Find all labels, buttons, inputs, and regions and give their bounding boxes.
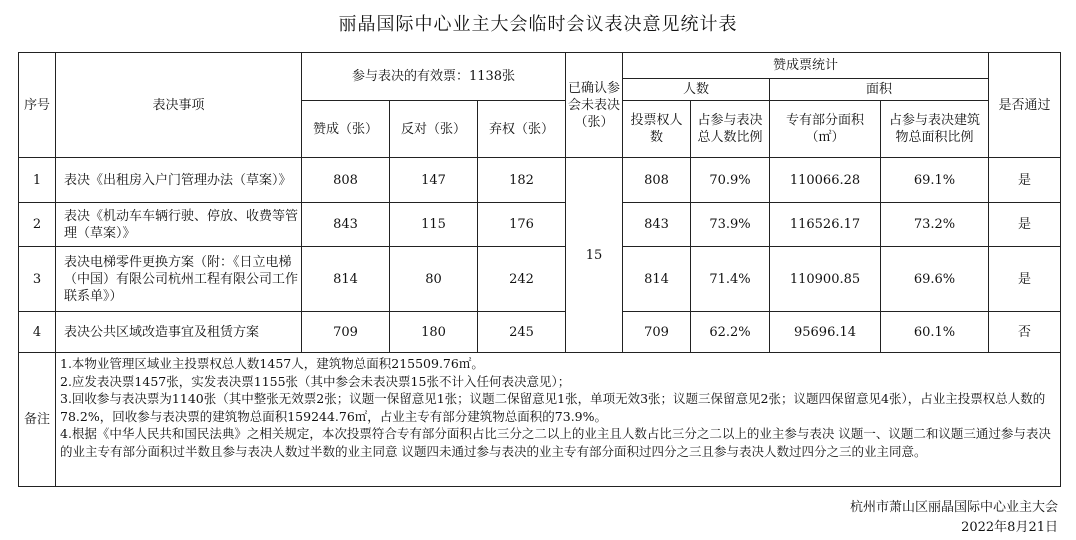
row-seq: 3 xyxy=(19,247,56,312)
row-area-ratio: 69.6% xyxy=(881,247,989,312)
header-person-ratio: 占参与表决总人数比例 xyxy=(691,101,770,158)
header-valid-votes: 参与表决的有效票：1138张 xyxy=(302,53,566,101)
row-favor: 814 xyxy=(302,247,390,312)
page-title: 丽晶国际中心业主大会临时会议表决意见统计表 xyxy=(338,14,738,35)
row-voters: 814 xyxy=(623,247,691,312)
row-area-ratio: 69.1% xyxy=(881,158,989,203)
row-against: 115 xyxy=(390,203,478,247)
header-matter: 表决事项 xyxy=(56,53,302,158)
row-matter: 表决《机动车车辆行驶、停放、收费等管理（草案）》 xyxy=(56,203,302,247)
note-4: 4.根据《中华人民共和国民法典》之相关规定，本次投票符合专有部分面积占比三分之二以上的业主且人数占比三分之二以上的业主参与表决 议题一、议题二和议题三通过参与表决的业主专有部分面积过半数且参与表决人数过半数的业主同意 议题四未通过参与表决的业主专有部分面积过四分之三且参与表决人数过四分之三的业主同意。 xyxy=(60,426,1051,459)
header-abstain: 弃权（张） xyxy=(478,101,566,158)
row-passed: 是 xyxy=(989,203,1061,247)
row-abstain: 242 xyxy=(478,247,566,312)
row-abstain: 182 xyxy=(478,158,566,203)
table-row xyxy=(19,203,1061,247)
footer-org: 杭州市萧山区丽晶国际中心业主大会 xyxy=(849,500,1058,515)
row-against: 180 xyxy=(390,312,478,353)
row-passed: 是 xyxy=(989,247,1061,312)
header-confirmed-absent: 已确认参会未表决（张） xyxy=(566,53,623,158)
header-favor: 赞成（张） xyxy=(302,101,390,158)
row-matter: 表决公共区域改造事宜及租赁方案 xyxy=(56,312,302,353)
row-voters: 808 xyxy=(623,158,691,203)
notes-content xyxy=(56,353,1061,487)
row-area-ratio: 73.2% xyxy=(881,203,989,247)
row-passed: 否 xyxy=(989,312,1061,353)
row-area: 95696.14 xyxy=(770,312,881,353)
row-matter: 表决电梯零件更换方案（附：《日立电梯（中国）有限公司杭州工程有限公司工作联系单》） xyxy=(56,247,302,312)
header-seq: 序号 xyxy=(19,53,56,158)
notes-row xyxy=(19,353,1061,487)
note-3: 3.回收参与表决票为1140张（其中整张无效票2张；议题一保留意见1张；议题二保留意见1张，单项无效3张；议题三保留意见2张；议题四保留意见4张），占业主投票权总人数的78.2%，回收参与表决票的建筑物总面积159244.76㎡，占业主专有部分建筑物总面积的73.9%。 xyxy=(60,391,1046,424)
row-seq: 2 xyxy=(19,203,56,247)
notes-label: 备注 xyxy=(19,353,56,487)
row-against: 147 xyxy=(390,158,478,203)
row-voters: 843 xyxy=(623,203,691,247)
row-passed: 是 xyxy=(989,158,1061,203)
row-seq: 4 xyxy=(19,312,56,353)
row-person-ratio: 70.9% xyxy=(691,158,770,203)
header-favor-stats: 赞成票统计 xyxy=(623,53,989,79)
footer-date: 2022年8月21日 xyxy=(961,520,1058,535)
row-matter: 表决《出租房入户门管理办法（草案）》 xyxy=(56,158,302,203)
row-seq: 1 xyxy=(19,158,56,203)
row-favor: 808 xyxy=(302,158,390,203)
header-voter-count: 投票权人数 xyxy=(623,101,691,158)
table-row xyxy=(19,247,1061,312)
header-area: 面积 xyxy=(770,79,989,101)
row-person-ratio: 62.2% xyxy=(691,312,770,353)
row-area: 110066.28 xyxy=(770,158,881,203)
table-row xyxy=(19,158,1061,203)
row-area-ratio: 60.1% xyxy=(881,312,989,353)
row-person-ratio: 73.9% xyxy=(691,203,770,247)
row-abstain: 176 xyxy=(478,203,566,247)
header-area-ratio: 占参与表决建筑物总面积比例 xyxy=(881,101,989,158)
row-favor: 843 xyxy=(302,203,390,247)
vote-table xyxy=(18,52,1061,487)
confirmed-absent-value: 15 xyxy=(566,158,623,353)
header-private-area: 专有部分面积（㎡） xyxy=(770,101,881,158)
row-area: 110900.85 xyxy=(770,247,881,312)
header-passed: 是否通过 xyxy=(989,53,1061,158)
row-against: 80 xyxy=(390,247,478,312)
table-row xyxy=(19,312,1061,353)
row-abstain: 245 xyxy=(478,312,566,353)
row-area: 116526.17 xyxy=(770,203,881,247)
note-2: 2.应发表决票1457张，实发表决票1155张（其中参会未表决票15张不计入任何表决意见）； xyxy=(60,373,571,389)
row-person-ratio: 71.4% xyxy=(691,247,770,312)
header-persons: 人数 xyxy=(623,79,770,101)
row-favor: 709 xyxy=(302,312,390,353)
row-voters: 709 xyxy=(623,312,691,353)
note-1: 1.本物业管理区域业主投票权总人数1457人，建筑物总面积215509.76㎡。 xyxy=(60,356,484,371)
header-against: 反对（张） xyxy=(390,101,478,158)
